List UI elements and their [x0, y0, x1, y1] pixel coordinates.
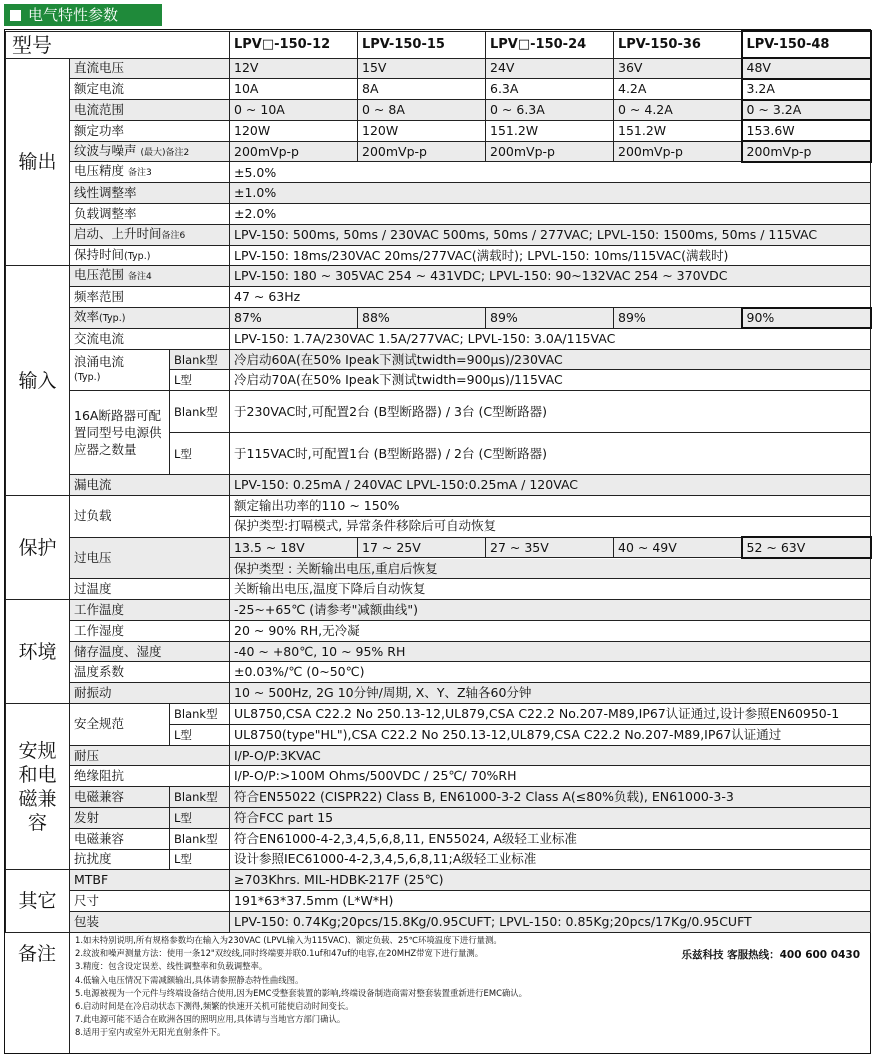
spec-row: [6, 162, 871, 183]
spec-row: [6, 579, 871, 600]
spec-label: [70, 224, 230, 245]
category-notes: 备注: [17, 943, 56, 965]
spec-label: MTBF: [70, 870, 230, 891]
spec-value: 13.5 ~ 18V: [230, 537, 358, 558]
spec-value: 87%: [230, 308, 358, 329]
note-item: 2.纹波和噪声测量方法：使用一条12"双绞线,同时终端要并联0.1uf和47uf的电容,在20MHZ带宽下进行量测。: [75, 948, 484, 959]
spec-label-text: 纹波与噪声: [74, 142, 137, 158]
spec-row: [6, 328, 871, 349]
spec-value: 保护类型 : 关断输出电压,重启后恢复: [230, 558, 871, 579]
variant-label: Blank型: [170, 828, 230, 849]
spec-value: 符合EN55022 (CISPR22) Class B, EN61000-3-2 Class A(≤80%负载), EN61000-3-3: [230, 787, 871, 808]
spec-label: 过电压: [70, 537, 230, 579]
spec-value: 153.6W: [742, 120, 871, 141]
category-environment: 环境: [6, 600, 70, 704]
spec-value: 额定输出功率的110 ~ 150%: [230, 496, 871, 517]
spec-label: 额定电流: [70, 79, 230, 100]
category-others: 其它: [6, 870, 70, 932]
spec-value: 10 ~ 500Hz, 2G 10分钟/周期, X、Y、Z轴各60分钟: [230, 683, 871, 704]
spec-label: 线性调整率: [70, 183, 230, 204]
spec-note: (Typ.): [74, 371, 101, 383]
spec-row: [6, 662, 871, 683]
spec-value: 冷启动70A(在50% Ipeak下测试twidth=900μs)/115VAC: [230, 370, 871, 391]
spec-label: 额定功率: [70, 120, 230, 141]
spec-value: 36V: [614, 58, 742, 79]
spec-value: 200mVp-p: [358, 141, 486, 162]
spec-value: 52 ~ 63V: [742, 537, 871, 558]
spec-value: 200mVp-p: [230, 141, 358, 162]
spec-value: 于115VAC时,可配置1台 (B型断路器) / 2台 (C型断路器): [230, 433, 871, 475]
spec-value: LPV-150: 18ms/230VAC 20ms/277VAC(满载时); LPVL-150: 10ms/115VAC(满载时): [230, 245, 871, 266]
spec-value: LPV-150: 1.7A/230VAC 1.5A/277VAC; LPVL-150: 3.0A/115VAC: [230, 328, 871, 349]
spec-row: [6, 537, 871, 558]
spec-value: 0 ~ 8A: [358, 100, 486, 121]
note-item: 5.电源被视为一个元件与终端设备结合使用,因为EMC受整套装置的影响,终端设备制造商需对整套装置重新进行EMC确认。: [75, 987, 528, 998]
model-header-row: [6, 31, 871, 58]
spec-label: 漏电流: [70, 475, 230, 496]
variant-label: Blank型: [170, 391, 230, 433]
spec-row: [6, 100, 871, 121]
spec-note: (最大)备注2: [140, 147, 190, 158]
spec-label-text: 效率: [74, 308, 100, 324]
spec-value: 47 ~ 63Hz: [230, 287, 871, 308]
spec-value: 设计参照IEC61000-4-2,3,4,5,6,8,11;A级轻工业标准: [230, 849, 871, 870]
spec-row: [6, 204, 871, 225]
spec-label: [70, 245, 230, 266]
spec-row: [6, 828, 871, 849]
spec-row: [6, 496, 871, 517]
spec-value: 48V: [742, 58, 871, 79]
spec-value: ±0.03%/℃ (0~50℃): [230, 662, 871, 683]
spec-label: 过负载: [70, 496, 230, 538]
spec-value: ±5.0%: [230, 162, 871, 183]
spec-label: 过温度: [70, 579, 230, 600]
spec-value: LPV-150: 0.25mA / 240VAC LPVL-150:0.25mA / 120VAC: [230, 475, 871, 496]
spec-row: [6, 600, 871, 621]
spec-value: I/P-O/P:>100M Ohms/500VDC / 25℃/ 70%RH: [230, 766, 871, 787]
spec-value: 90%: [742, 308, 871, 329]
spec-note: 备注6: [161, 230, 186, 241]
spec-row: [6, 141, 871, 162]
spec-row: [6, 120, 871, 141]
spec-label: [70, 162, 230, 183]
variant-label: Blank型: [170, 349, 230, 370]
spec-row: [6, 391, 871, 433]
spec-row: [6, 870, 871, 891]
spec-note: 备注4: [128, 272, 152, 283]
notes-section: [5, 929, 870, 1053]
spec-value: 200mVp-p: [486, 141, 614, 162]
spec-label: 安全规范: [70, 704, 170, 746]
model-name: LPV□-150-12: [230, 31, 358, 58]
note-item: 6.启动时间是在冷启动状态下测得,频繁的快速开关机可能使启动时间变长。: [75, 1001, 354, 1012]
section-title: 电气特性参数: [28, 6, 119, 24]
spec-label: [70, 308, 230, 329]
spec-value: 27 ~ 35V: [486, 537, 614, 558]
spec-value: LPV-150: 500ms, 50ms / 230VAC 500ms, 50ms / 277VAC; LPVL-150: 1500ms, 50ms / 115VAC: [230, 224, 871, 245]
spec-value: 12V: [230, 58, 358, 79]
spec-row: [6, 224, 871, 245]
notes-divider: [69, 929, 70, 1053]
spec-value: UL8750,CSA C22.2 No 250.13-12,UL879,CSA C22.2 No.207-M89,IP67认证通过,设计参照EN60950-1: [230, 704, 871, 725]
spec-label: 工作温度: [70, 600, 230, 621]
spec-value: 151.2W: [614, 120, 742, 141]
spec-label: 电磁兼容: [70, 787, 170, 808]
spec-row: [6, 266, 871, 287]
spec-row: [6, 620, 871, 641]
note-item: 7.此电源可能不适合在欧洲各国的照明应用,具体请与当地官方部门确认。: [75, 1014, 346, 1025]
category-protection: 保护: [6, 496, 70, 600]
spec-table: [5, 30, 872, 933]
spec-value: ±1.0%: [230, 183, 871, 204]
category-safety: 安规和电磁兼容: [6, 704, 70, 870]
spec-label: 抗扰度: [70, 849, 170, 870]
spec-value: ±2.0%: [230, 204, 871, 225]
spec-value: -25~+65℃ (请参考"减额曲线"): [230, 600, 871, 621]
spec-label: 尺寸: [70, 891, 230, 912]
spec-value: 0 ~ 6.3A: [486, 100, 614, 121]
spec-label: 电磁兼容: [70, 828, 170, 849]
category-input: 输入: [6, 266, 70, 496]
spec-value: 15V: [358, 58, 486, 79]
spec-value: LPV-150: 180 ~ 305VAC 254 ~ 431VDC; LPVL-150: 90~132VAC 254 ~ 370VDC: [230, 266, 871, 287]
spec-value: 0 ~ 3.2A: [742, 100, 871, 121]
spec-label: 工作湿度: [70, 620, 230, 641]
spec-value: 10A: [230, 79, 358, 100]
spec-row: [6, 245, 871, 266]
spec-value: 191*63*37.5mm (L*W*H): [230, 891, 871, 912]
spec-value: 88%: [358, 308, 486, 329]
spec-label: 负载调整率: [70, 204, 230, 225]
spec-label-text: 浪涌电流: [74, 353, 125, 369]
model-name: LPV□-150-24: [486, 31, 614, 58]
spec-value: 符合EN61000-4-2,3,4,5,6,8,11, EN55024, A级轻工业标准: [230, 828, 871, 849]
variant-label: L型: [170, 433, 230, 475]
variant-label: L型: [170, 808, 230, 829]
spec-label: 交流电流: [70, 328, 230, 349]
model-name: LPV-150-48: [742, 31, 871, 58]
spec-label: [70, 141, 230, 162]
variant-label: Blank型: [170, 787, 230, 808]
spec-row: [6, 704, 871, 725]
spec-value: 符合FCC part 15: [230, 808, 871, 829]
spec-value: -40 ~ +80℃, 10 ~ 95% RH: [230, 641, 871, 662]
spec-row: [6, 475, 871, 496]
spec-value: 89%: [486, 308, 614, 329]
spec-row: [6, 641, 871, 662]
spec-label-text: 电压精度: [74, 163, 125, 179]
spec-row: [6, 891, 871, 912]
spec-label: 温度系数: [70, 662, 230, 683]
spec-row: [6, 79, 871, 100]
spec-note: (Typ.): [99, 312, 126, 324]
spec-row: [6, 287, 871, 308]
spec-label-text: 启动、上升时间: [74, 225, 162, 241]
spec-label: [70, 266, 230, 287]
spec-label: 直流电压: [70, 58, 230, 79]
spec-value: ≥703Khrs. MIL-HDBK-217F (25℃): [230, 870, 871, 891]
spec-value: 关断输出电压,温度下降后自动恢复: [230, 579, 871, 600]
hotline-text: 乐兹科技 客服热线：400 600 0430: [681, 949, 860, 961]
model-name: LPV-150-15: [358, 31, 486, 58]
spec-value: 120W: [358, 120, 486, 141]
spec-note: 备注3: [128, 168, 152, 179]
spec-label: 16A断路器可配置同型号电源供应器之数量: [70, 391, 170, 475]
variant-label: L型: [170, 724, 230, 745]
spec-label: 耐振动: [70, 683, 230, 704]
spec-value: 0 ~ 4.2A: [614, 100, 742, 121]
variant-label: L型: [170, 370, 230, 391]
spec-value: 200mVp-p: [742, 141, 871, 162]
spec-label: 发射: [70, 808, 170, 829]
spec-row: [6, 183, 871, 204]
spec-value: 3.2A: [742, 79, 871, 100]
spec-value: LPV-150: 0.74Kg;20pcs/15.8Kg/0.95CUFT; LPVL-150: 0.85Kg;20pcs/17Kg/0.95CUFT: [230, 911, 871, 932]
spec-value: 120W: [230, 120, 358, 141]
note-item: 3.精度：包含设定误差、线性调整率和负载调整率。: [75, 961, 268, 972]
spec-value: 冷启动60A(在50% Ipeak下测试twidth=900μs)/230VAC: [230, 349, 871, 370]
spec-value: I/P-O/P:3KVAC: [230, 745, 871, 766]
variant-label: Blank型: [170, 704, 230, 725]
spec-note: (Typ.): [124, 250, 151, 262]
spec-label: 储存温度、湿度: [70, 641, 230, 662]
spec-label: 耐压: [70, 745, 230, 766]
spec-value: 6.3A: [486, 79, 614, 100]
variant-label: L型: [170, 849, 230, 870]
spec-value: 24V: [486, 58, 614, 79]
note-item: 4.低输入电压情况下需减额输出,具体请参照静态特性曲线图。: [75, 974, 304, 985]
spec-value: 于230VAC时,可配置2台 (B型断路器) / 3台 (C型断路器): [230, 391, 871, 433]
spec-row: [6, 849, 871, 870]
spec-value: 20 ~ 90% RH,无冷凝: [230, 620, 871, 641]
model-name: LPV-150-36: [614, 31, 742, 58]
spec-label: 频率范围: [70, 287, 230, 308]
spec-value: 151.2W: [486, 120, 614, 141]
spec-label: 包装: [70, 911, 230, 932]
spec-value: UL8750(type"HL"),CSA C22.2 No 250.13-12,UL879,CSA C22.2 No.207-M89,IP67认证通过: [230, 724, 871, 745]
model-label: 型号: [6, 31, 230, 58]
spec-row: [6, 787, 871, 808]
notes-list: [75, 934, 527, 1040]
note-item: 8.适用于室内或室外无阳光直射条件下。: [75, 1027, 226, 1038]
spec-row: [6, 683, 871, 704]
spec-row: [6, 745, 871, 766]
spec-row: [6, 58, 871, 79]
spec-value: 保护类型:打嗝模式, 异常条件移除后可自动恢复: [230, 516, 871, 537]
spec-sheet: [4, 29, 871, 1054]
spec-value: 200mVp-p: [614, 141, 742, 162]
spec-label-text: 电压范围: [74, 267, 125, 283]
square-icon: [10, 10, 21, 21]
spec-value: 0 ~ 10A: [230, 100, 358, 121]
note-item: 1.如未特别说明,所有规格参数均在输入为230VAC (LPVL输入为115VAC)、额定负载、25℃环境温度下进行量测。: [75, 935, 502, 945]
spec-value: 40 ~ 49V: [614, 537, 742, 558]
spec-row: [6, 808, 871, 829]
spec-value: 89%: [614, 308, 742, 329]
spec-row: [6, 349, 871, 370]
spec-row: [6, 308, 871, 329]
section-title-bar: [4, 4, 162, 26]
spec-value: 8A: [358, 79, 486, 100]
spec-row: [6, 766, 871, 787]
spec-label: [70, 349, 170, 391]
spec-value: 17 ~ 25V: [358, 537, 486, 558]
spec-value: 4.2A: [614, 79, 742, 100]
category-output: 输出: [6, 58, 70, 266]
spec-label: 绝缘阻抗: [70, 766, 230, 787]
spec-label: 电流范围: [70, 100, 230, 121]
spec-label-text: 保持时间: [74, 246, 125, 262]
